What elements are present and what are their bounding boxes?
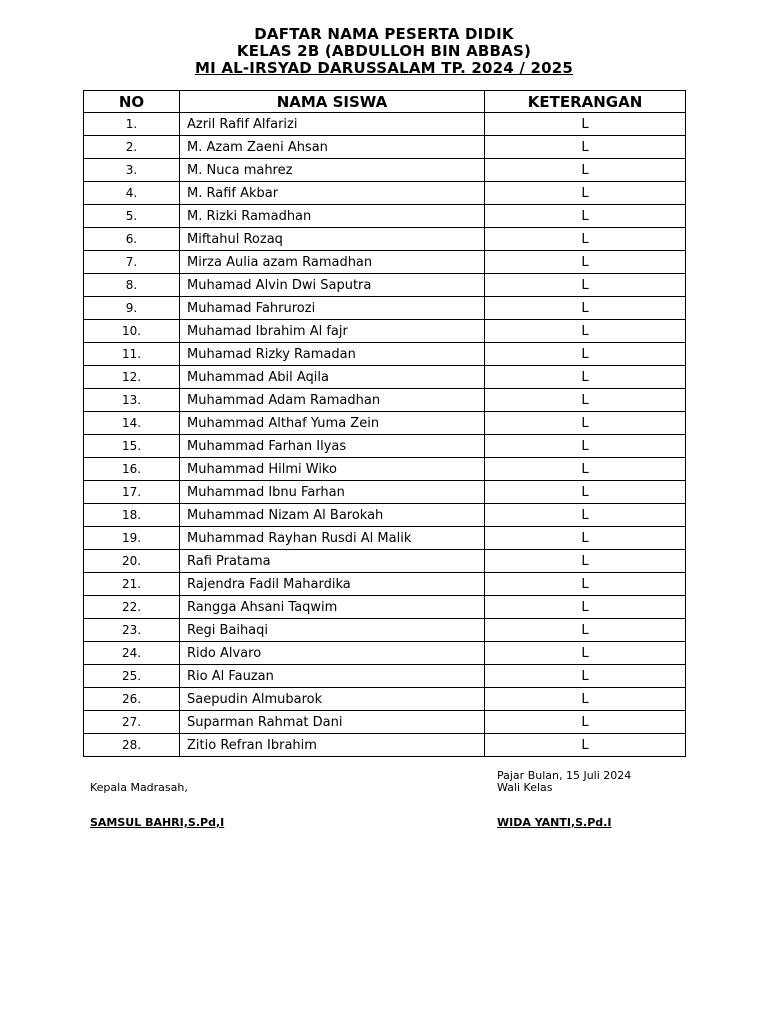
student-keterangan: L xyxy=(485,412,686,435)
title-line-3: MI AL-IRSYAD DARUSSALAM TP. 2024 / 2025 xyxy=(194,59,574,77)
student-keterangan: L xyxy=(485,596,686,619)
column-header-no: NO xyxy=(84,91,180,113)
student-table xyxy=(83,90,686,757)
table-row xyxy=(84,504,686,527)
student-keterangan: L xyxy=(485,734,686,757)
student-name: Muhamad Alvin Dwi Saputra xyxy=(180,274,485,297)
student-name: Muhammad Rayhan Rusdi Al Malik xyxy=(180,527,485,550)
table-row xyxy=(84,665,686,688)
table-row xyxy=(84,550,686,573)
student-name: Saepudin Almubarok xyxy=(180,688,485,711)
student-name: Muhammad Nizam Al Barokah xyxy=(180,504,485,527)
row-number: 15. xyxy=(84,435,180,458)
left-signature-name: SAMSUL BAHRI,S.Pd,I xyxy=(90,816,225,829)
row-number: 14. xyxy=(84,412,180,435)
table-row xyxy=(84,573,686,596)
student-keterangan: L xyxy=(485,343,686,366)
row-number: 8. xyxy=(84,274,180,297)
row-number: 18. xyxy=(84,504,180,527)
student-name: Muhammad Adam Ramadhan xyxy=(180,389,485,412)
student-keterangan: L xyxy=(485,481,686,504)
table-row xyxy=(84,619,686,642)
table-row xyxy=(84,366,686,389)
student-name: Muhamad Fahrurozi xyxy=(180,297,485,320)
row-number: 27. xyxy=(84,711,180,734)
place-date: Pajar Bulan, 15 Juli 2024 xyxy=(497,769,632,782)
row-number: 4. xyxy=(84,182,180,205)
table-row xyxy=(84,228,686,251)
table-row xyxy=(84,136,686,159)
student-keterangan: L xyxy=(485,458,686,481)
table-row xyxy=(84,458,686,481)
student-name: Muhammad Althaf Yuma Zein xyxy=(180,412,485,435)
table-row xyxy=(84,435,686,458)
table-row xyxy=(84,113,686,136)
student-keterangan: L xyxy=(485,504,686,527)
student-name: Suparman Rahmat Dani xyxy=(180,711,485,734)
left-signature-title: Kepala Madrasah, xyxy=(90,781,188,794)
student-keterangan: L xyxy=(485,159,686,182)
student-keterangan: L xyxy=(485,274,686,297)
table-row xyxy=(84,205,686,228)
row-number: 28. xyxy=(84,734,180,757)
table-row xyxy=(84,734,686,757)
row-number: 2. xyxy=(84,136,180,159)
table-row xyxy=(84,596,686,619)
student-keterangan: L xyxy=(485,688,686,711)
student-keterangan: L xyxy=(485,435,686,458)
table-row xyxy=(84,251,686,274)
row-number: 9. xyxy=(84,297,180,320)
right-signature-name: WIDA YANTI,S.Pd.I xyxy=(497,816,612,829)
student-name: Rangga Ahsani Taqwim xyxy=(180,596,485,619)
student-keterangan: L xyxy=(485,205,686,228)
row-number: 19. xyxy=(84,527,180,550)
student-name: M. Azam Zaeni Ahsan xyxy=(180,136,485,159)
student-name: Regi Baihaqi xyxy=(180,619,485,642)
row-number: 24. xyxy=(84,642,180,665)
student-name: Muhammad Hilmi Wiko xyxy=(180,458,485,481)
row-number: 10. xyxy=(84,320,180,343)
row-number: 17. xyxy=(84,481,180,504)
row-number: 20. xyxy=(84,550,180,573)
table-row xyxy=(84,320,686,343)
row-number: 5. xyxy=(84,205,180,228)
document-header xyxy=(0,26,768,77)
student-name: M. Rizki Ramadhan xyxy=(180,205,485,228)
row-number: 11. xyxy=(84,343,180,366)
row-number: 26. xyxy=(84,688,180,711)
student-name: M. Rafif Akbar xyxy=(180,182,485,205)
table-row xyxy=(84,389,686,412)
student-name: Muhammad Abil Aqila xyxy=(180,366,485,389)
table-row xyxy=(84,711,686,734)
student-keterangan: L xyxy=(485,642,686,665)
row-number: 13. xyxy=(84,389,180,412)
student-name: Azril Rafif Alfarizi xyxy=(180,113,485,136)
row-number: 21. xyxy=(84,573,180,596)
student-keterangan: L xyxy=(485,297,686,320)
student-name: Rido Alvaro xyxy=(180,642,485,665)
row-number: 3. xyxy=(84,159,180,182)
student-keterangan: L xyxy=(485,665,686,688)
student-keterangan: L xyxy=(485,320,686,343)
student-name: Zitio Refran Ibrahim xyxy=(180,734,485,757)
table-row xyxy=(84,159,686,182)
table-row xyxy=(84,642,686,665)
student-name: Miftahul Rozaq xyxy=(180,228,485,251)
student-name: Muhamad Ibrahim Al fajr xyxy=(180,320,485,343)
student-keterangan: L xyxy=(485,711,686,734)
column-header-nama: NAMA SISWA xyxy=(180,91,485,113)
title-line-1: DAFTAR NAMA PESERTA DIDIK xyxy=(254,25,514,43)
row-number: 1. xyxy=(84,113,180,136)
table-body xyxy=(84,113,686,757)
student-keterangan: L xyxy=(485,366,686,389)
table-row xyxy=(84,274,686,297)
table-row xyxy=(84,343,686,366)
student-keterangan: L xyxy=(485,527,686,550)
table-row xyxy=(84,182,686,205)
table-row xyxy=(84,297,686,320)
student-name: Mirza Aulia azam Ramadhan xyxy=(180,251,485,274)
student-keterangan: L xyxy=(485,228,686,251)
row-number: 22. xyxy=(84,596,180,619)
title-line-2: KELAS 2B (ABDULLOH BIN ABBAS) xyxy=(236,42,532,60)
table-row xyxy=(84,527,686,550)
table-row xyxy=(84,688,686,711)
row-number: 12. xyxy=(84,366,180,389)
column-header-keterangan: KETERANGAN xyxy=(485,91,686,113)
row-number: 23. xyxy=(84,619,180,642)
table-row xyxy=(84,412,686,435)
student-name: Muhammad Farhan Ilyas xyxy=(180,435,485,458)
row-number: 25. xyxy=(84,665,180,688)
student-name: Rafi Pratama xyxy=(180,550,485,573)
student-keterangan: L xyxy=(485,251,686,274)
student-name: Muhammad Ibnu Farhan xyxy=(180,481,485,504)
table-row xyxy=(84,481,686,504)
student-keterangan: L xyxy=(485,573,686,596)
student-keterangan: L xyxy=(485,136,686,159)
student-name: Rajendra Fadil Mahardika xyxy=(180,573,485,596)
student-name: M. Nuca mahrez xyxy=(180,159,485,182)
row-number: 16. xyxy=(84,458,180,481)
student-keterangan: L xyxy=(485,550,686,573)
student-keterangan: L xyxy=(485,619,686,642)
student-name: Rio Al Fauzan xyxy=(180,665,485,688)
student-name: Muhamad Rizky Ramadan xyxy=(180,343,485,366)
student-keterangan: L xyxy=(485,113,686,136)
student-keterangan: L xyxy=(485,182,686,205)
row-number: 7. xyxy=(84,251,180,274)
student-keterangan: L xyxy=(485,389,686,412)
right-signature-title: Wali Kelas xyxy=(497,781,553,794)
row-number: 6. xyxy=(84,228,180,251)
table-header-row xyxy=(84,91,686,113)
